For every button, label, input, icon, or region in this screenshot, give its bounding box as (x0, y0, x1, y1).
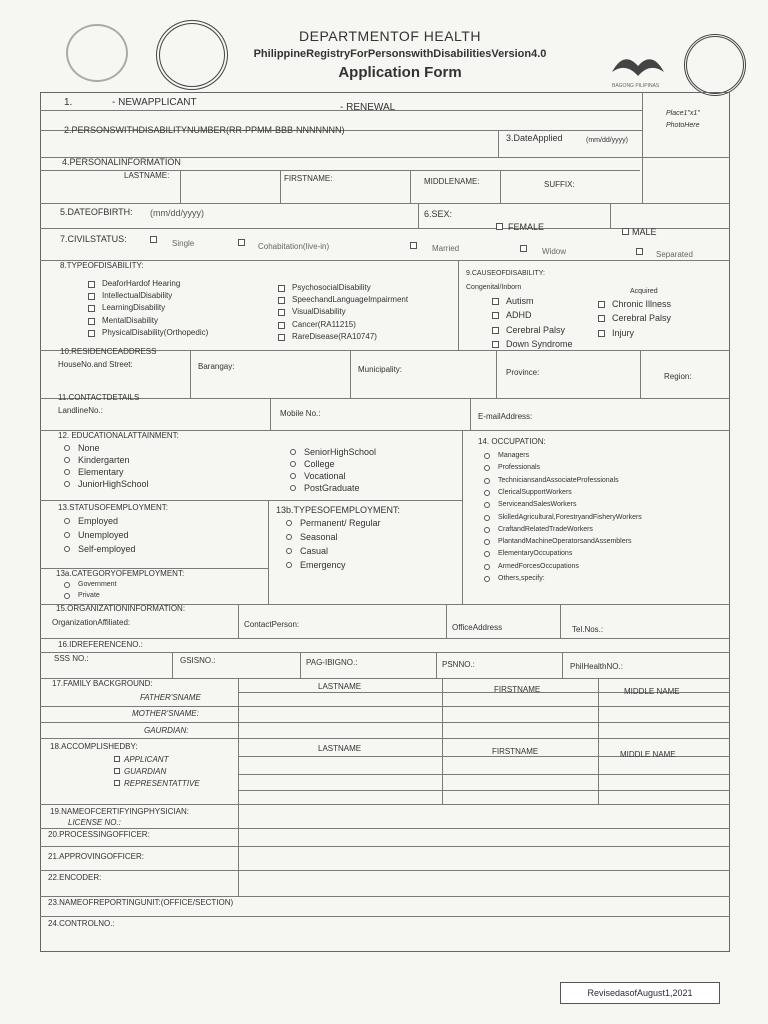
disability-type-a-label-4: PhysicalDisability(Orthopedic) (102, 327, 209, 337)
disability-type-b-label-4: RareDisease(RA10747) (292, 331, 377, 341)
education-a-radio-2[interactable] (64, 469, 70, 475)
landline-label: LandlineNo.: (58, 406, 103, 415)
employment-type-label-0: Permanent/ Regular (300, 518, 381, 528)
disability-type-b-checkbox-4[interactable] (278, 334, 285, 341)
occupation-label-0: Managers (498, 452, 530, 459)
dob-field[interactable] (230, 206, 410, 220)
cause-congenital-label-2: Cerebral Palsy (506, 324, 566, 335)
guardian-label: GUARDIAN (124, 767, 167, 776)
approving-officer-label: 21.APPROVINGOFFICER: (48, 852, 145, 861)
employment-type-label-1: Seasonal (300, 532, 338, 542)
single-checkbox[interactable] (150, 236, 157, 243)
education-b-radio-1[interactable] (290, 461, 296, 467)
widow-checkbox[interactable] (520, 245, 527, 252)
female-label: FEMALE (508, 222, 545, 232)
employment-type-radio-0[interactable] (286, 520, 292, 526)
father-name-label: FATHER'SNAME (140, 693, 201, 702)
pagibig-label: PAG-IBIGNO.: (306, 658, 358, 667)
disability-type-b-checkbox-3[interactable] (278, 322, 285, 329)
physician-label: 19.NAMEOFCERTIFYINGPHYSICIAN: (50, 807, 189, 816)
female-checkbox[interactable] (496, 223, 503, 230)
education-a-label-0: None (78, 443, 100, 453)
education-b-radio-2[interactable] (290, 473, 296, 479)
employment-status-radio-0[interactable] (64, 518, 70, 524)
cause-congenital-label-0: Autism (506, 296, 534, 306)
occupation-radio-3[interactable] (484, 490, 490, 496)
firstname-field[interactable] (184, 186, 276, 200)
cause-acquired-checkbox-0[interactable] (598, 301, 605, 308)
gsis-label: GSISNO.: (180, 656, 216, 665)
tel-nos-label: Tel.Nos.: (572, 625, 604, 634)
dob-label: 5.DATEOFBIRTH: (60, 207, 133, 217)
occupation-label-4: ServiceandSalesWorkers (498, 501, 577, 509)
education-b-label-1: College (304, 459, 335, 469)
single-label: Single (172, 239, 195, 248)
congenital-label: Congenital/Inborn (466, 284, 522, 291)
cause-acquired-label-0: Chronic Illness (612, 299, 672, 309)
middlename-label: MIDDLENAME: (424, 177, 480, 186)
cause-acquired-label-2: Injury (612, 327, 635, 338)
accomplished-title: 18.ACCOMPLISHEDBY: (50, 742, 138, 751)
education-a-radio-1[interactable] (64, 457, 70, 463)
disability-type-a-checkbox-1[interactable] (88, 293, 95, 300)
disability-type-a-checkbox-3[interactable] (88, 318, 95, 325)
widow-label: Widow (542, 247, 567, 256)
organization-title: 15.ORGANIZATIONINFORMATION: (56, 604, 186, 613)
education-b-radio-3[interactable] (290, 485, 296, 491)
family-title: 17.FAMILY BACKGROUND: (52, 679, 153, 688)
disability-type-a-checkbox-2[interactable] (88, 305, 95, 312)
occupation-label-2: TechniciansandAssociateProfessionals (498, 476, 619, 484)
education-title: 12. EDUCATIONALATTAINMENT: (58, 431, 179, 440)
occupation-radio-5[interactable] (484, 515, 490, 521)
disability-type-b-checkbox-0[interactable] (278, 285, 285, 292)
sss-label: SSS NO.: (54, 654, 89, 663)
family-middlename-header: MIDDLE NAME (624, 687, 680, 696)
org-affiliated-label: OrganizationAffiliated: (52, 618, 131, 627)
renewal-label: - RENEWAL (340, 102, 396, 113)
suffix-field[interactable] (504, 190, 636, 202)
contact-title: 11.CONTACTDETAILS (58, 393, 140, 402)
disability-type-a-label-0: DeaforHardof Hearing (102, 279, 181, 288)
acquired-label: Acquired (630, 288, 658, 295)
photo-placeholder-2: PhotoHere (666, 122, 700, 129)
date-applied-label: 3.DateApplied (506, 133, 563, 143)
occupation-radio-2[interactable] (484, 478, 490, 484)
occupation-label-8: ElementaryOccupations (498, 550, 573, 558)
employment-status-radio-1[interactable] (64, 532, 70, 538)
civil-status-label: 7.CIVILSTATUS: (60, 234, 127, 244)
education-a-label-1: Kindergarten (78, 455, 130, 465)
occupation-radio-0[interactable] (484, 453, 490, 459)
employment-category-radio-0[interactable] (64, 582, 70, 588)
accomplished-firstname-header: FIRSTNAME (492, 747, 539, 756)
cause-congenital-checkbox-0[interactable] (492, 298, 499, 305)
cohabitation-label: Cohabitation(live-in) (258, 242, 330, 251)
occupation-radio-10[interactable] (484, 576, 490, 582)
residence-title: 10.RESIDENCEADDRESS (60, 347, 157, 356)
cause-acquired-label-1: Cerebral Palsy (612, 313, 672, 324)
occupation-label-10: Others,specify: (498, 575, 545, 582)
application-form (40, 92, 730, 952)
applicant-checkbox[interactable] (114, 756, 120, 762)
form-title: Application Form (338, 64, 462, 81)
education-a-radio-0[interactable] (64, 445, 70, 451)
revision-date: RevisedasofAugust1,2021 (560, 982, 720, 1004)
cause-congenital-label-3: Down Syndrome (506, 338, 573, 349)
office-address-label: OfficeAddress (452, 623, 503, 632)
employment-type-radio-1[interactable] (286, 534, 292, 540)
cause-congenital-checkbox-2[interactable] (492, 327, 499, 334)
bagong-pilipinas-logo-icon (610, 48, 666, 82)
applicant-label: APPLICANT (124, 755, 169, 764)
doh-seal-icon (684, 34, 746, 96)
employment-type-radio-3[interactable] (286, 562, 292, 568)
education-b-label-3: PostGraduate (304, 483, 360, 493)
employment-status-radio-2[interactable] (64, 546, 70, 552)
photo-placeholder-1: Place1"x1" (666, 110, 700, 117)
department-title: DEPARTMENTOF HEALTH (299, 28, 481, 44)
province-label: Province: (506, 368, 540, 377)
disability-type-b-checkbox-1[interactable] (278, 297, 285, 304)
lastname-field[interactable] (60, 186, 172, 200)
disability-type-title: 8.TYPEOFDISABILITY: (60, 261, 144, 270)
occupation-radio-9[interactable] (484, 564, 490, 570)
email-label: E-mailAddress: (478, 412, 533, 421)
cause-acquired-checkbox-1[interactable] (598, 315, 605, 322)
item-1-label: 1. (64, 97, 73, 108)
separated-checkbox[interactable] (636, 248, 643, 255)
married-label: Married (432, 244, 460, 253)
disability-type-b-label-3: Cancer(RA11215) (292, 319, 356, 329)
employment-type-radio-2[interactable] (286, 548, 292, 554)
employment-category-label-1: Private (78, 592, 100, 599)
education-a-label-2: Elementary (78, 467, 124, 477)
disability-type-a-checkbox-0[interactable] (88, 281, 95, 288)
left-seal-icon (66, 24, 128, 82)
lastname-label: LASTNAME: (124, 171, 170, 180)
mobile-label: Mobile No.: (280, 409, 321, 418)
disability-type-a-label-3: MentalDisability (102, 315, 159, 325)
employment-status-label-2: Self-employed (78, 544, 136, 554)
married-checkbox[interactable] (410, 242, 417, 249)
house-street-label: HouseNo.and Street: (58, 360, 133, 369)
date-applied-format: (mm/dd/yyyy) (586, 137, 628, 144)
occupation-label-7: PlantandMachineOperatorsandAssemblers (498, 538, 632, 546)
disability-type-b-label-1: SpeechandLanguageImpairment (292, 295, 409, 305)
contact-person-label: ContactPerson: (244, 620, 300, 629)
license-label: LICENSE NO.: (68, 818, 121, 827)
education-b-label-2: Vocational (304, 471, 346, 481)
disability-type-b-label-2: VisualDisability (292, 307, 346, 317)
psn-label: PSNNO.: (442, 660, 475, 669)
dob-format: (mm/dd/yyyy) (150, 208, 204, 218)
firstname-label: FIRSTNAME: (284, 174, 333, 183)
personal-info-title: 4.PERSONALINFORMATION (62, 157, 181, 167)
family-firstname-header: FIRSTNAME (494, 685, 541, 694)
barangay-label: Barangay: (198, 362, 235, 371)
suffix-label: SUFFIX: (544, 180, 575, 189)
representative-label: REPRESENTATTIVE (124, 779, 200, 788)
cause-congenital-label-1: ADHD (506, 310, 532, 321)
representative-checkbox[interactable] (114, 780, 120, 786)
pwd-number-label: 2.PERSONSWITHDISABILITYNUMBER(RR-PPMM-BBB-NNNNNNN) (64, 125, 345, 135)
employment-category-label-0: Government (78, 581, 117, 588)
occupation-label-3: ClericalSupportWorkers (498, 488, 572, 496)
male-label: MALE (632, 227, 657, 237)
occupation-radio-6[interactable] (484, 527, 490, 533)
disability-type-a-label-1: IntellectualDisability (102, 291, 173, 301)
occupation-label-6: CraftandRelatedTradeWorkers (498, 525, 593, 533)
region-label: Region: (664, 372, 692, 381)
employment-status-title: 13.STATUSOFEMPLOYMENT: (58, 503, 168, 512)
disability-type-a-label-2: LearningDisability (102, 303, 166, 313)
employment-category-title: 13a.CATEGORYOFEMPLOYMENT: (56, 569, 185, 578)
philhealth-label: PhilHealthNO.: (570, 662, 623, 671)
new-applicant-checkbox[interactable] (100, 98, 107, 105)
new-applicant-label: - NEWAPPLICANT (112, 97, 197, 108)
education-b-radio-0[interactable] (290, 449, 296, 455)
processing-officer-label: 20.PROCESSINGOFFICER: (48, 830, 150, 839)
employment-status-label-0: Employed (78, 516, 119, 526)
cause-acquired-checkbox-2[interactable] (598, 330, 605, 337)
middlename-field[interactable] (414, 190, 496, 202)
control-no-label: 24.CONTROLNO.: (48, 919, 115, 928)
employment-type-title: 13b.TYPESOFEMPLOYMENT: (276, 505, 401, 515)
accomplished-lastname-header: LASTNAME (318, 744, 362, 753)
municipality-label: Municipality: (358, 365, 403, 374)
accomplished-middlename-header: MIDDLE NAME (620, 750, 676, 759)
guardian-name-label: GAURDIAN: (144, 726, 189, 735)
male-checkbox[interactable] (622, 228, 629, 235)
cause-title: 9.CAUSEOFDISABILITY: (466, 270, 545, 277)
reporting-unit-label: 23.NAMEOFREPORTINGUNIT:(OFFICE/SECTION) (48, 898, 234, 907)
disability-type-a-checkbox-4[interactable] (88, 330, 95, 337)
occupation-label-9: ArmedForcesOccupations (498, 562, 579, 570)
family-lastname-header: LASTNAME (318, 682, 362, 691)
ncda-seal-icon (156, 20, 228, 90)
employment-type-label-3: Emergency (300, 560, 346, 570)
guardian-checkbox[interactable] (114, 768, 120, 774)
disability-type-b-label-0: PsychosocialDisability (292, 283, 371, 292)
cause-congenital-checkbox-3[interactable] (492, 341, 499, 348)
bagong-pilipinas-text: BAGONG PILIPINAS (612, 83, 660, 89)
cohabitation-checkbox[interactable] (238, 239, 245, 246)
occupation-label-5: SkilledAgricultural,ForestryandFisheryWorkers (498, 513, 642, 521)
cause-congenital-checkbox-1[interactable] (492, 312, 499, 319)
education-a-label-3: JuniorHighSchool (78, 479, 149, 489)
occupation-title: 14. OCCUPATION: (478, 437, 546, 446)
occupation-label-1: Professionals (498, 464, 541, 472)
education-b-label-0: SeniorHighSchool (304, 447, 377, 457)
encoder-label: 22.ENCODER: (48, 873, 102, 882)
registry-title: PhilippineRegistryForPersonswithDisabilitiesVersion4.0 (253, 48, 547, 60)
education-a-radio-3[interactable] (64, 481, 70, 487)
sex-label: 6.SEX: (424, 209, 453, 219)
separated-label: Separated (656, 250, 693, 259)
employment-type-label-2: Casual (300, 546, 329, 556)
disability-type-b-checkbox-2[interactable] (278, 309, 285, 316)
employment-category-radio-1[interactable] (64, 593, 70, 599)
employment-status-label-1: Unemployed (78, 530, 129, 540)
id-reference-title: 16.IDREFERENCENO.: (58, 640, 143, 649)
mother-name-label: MOTHER'SNAME: (132, 709, 199, 718)
